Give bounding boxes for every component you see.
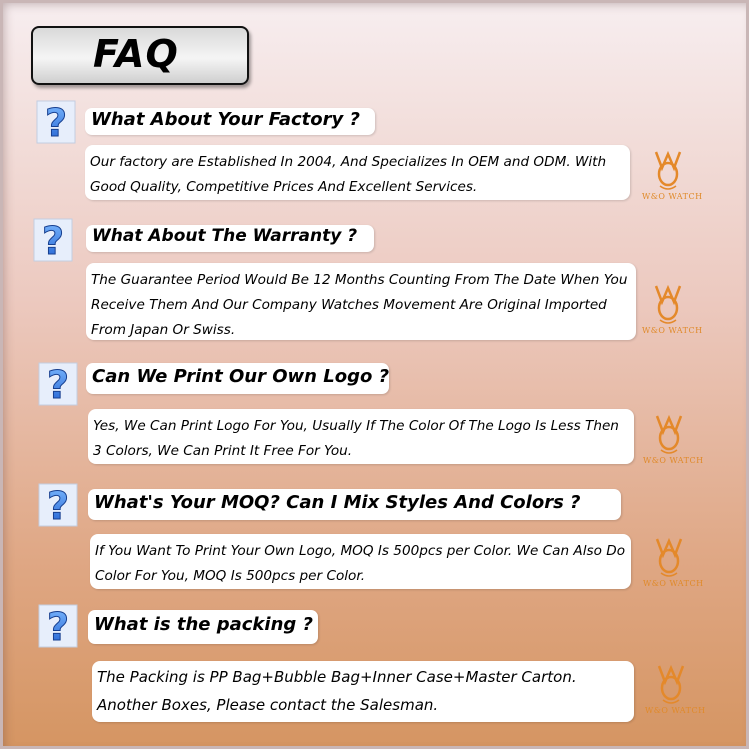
faq-title-box [31,26,249,85]
faq-answer-1: Our factory are Established In 2004, And Specializes In OEM and ODM. With Good Quality, Competitive Prices And Excellent Services. [85,145,630,200]
brand-logo-icon [643,533,704,593]
svg-text:?: ? [46,484,70,527]
question-mark-icon [38,483,78,527]
faq-answer-5: The Packing is PP Bag+Bubble Bag+Inner Case+Master Carton. Another Boxes, Please contact the Salesman. [92,661,634,722]
faq-question-4: What's Your MOQ? Can I Mix Styles And Colors ? [88,489,621,520]
faq-question-1: What About Your Factory ? [85,108,375,135]
brand-logo-caption: W&O WATCH [643,456,704,465]
brand-logo-caption: W&O WATCH [645,706,706,715]
svg-text:?: ? [46,363,70,406]
brand-logo-icon [643,410,704,470]
faq-answer-2: The Guarantee Period Would Be 12 Months Counting From The Date When You Receive Them And Our Company Watches Movement Are Original Imported From Japan Or Swiss. [86,263,636,340]
brand-logo-caption: W&O WATCH [642,326,703,335]
faq-answer-4: If You Want To Print Your Own Logo, MOQ Is 500pcs per Color. We Can Also Do Color For You, MOQ Is 500pcs per Color. [90,534,631,589]
brand-logo-caption: W&O WATCH [642,192,703,201]
brand-logo-icon [642,146,703,206]
svg-text:?: ? [46,605,70,648]
question-mark-icon [33,218,73,262]
question-mark-icon [36,100,76,144]
brand-logo-icon [642,280,703,340]
brand-logo-caption: W&O WATCH [643,579,704,588]
faq-title: FAQ [93,32,179,76]
faq-question-5: What is the packing ? [88,610,318,644]
faq-answer-3: Yes, We Can Print Logo For You, Usually If The Color Of The Logo Is Less Then 3 Colors, We Can Print It Free For You. [88,409,634,464]
svg-text:?: ? [44,101,68,144]
faq-question-2: What About The Warranty ? [86,225,374,252]
question-mark-icon [38,362,78,406]
brand-logo-icon [645,660,706,720]
question-mark-icon [38,604,78,648]
faq-question-3: Can We Print Our Own Logo ? [86,363,389,394]
svg-text:?: ? [41,219,65,262]
